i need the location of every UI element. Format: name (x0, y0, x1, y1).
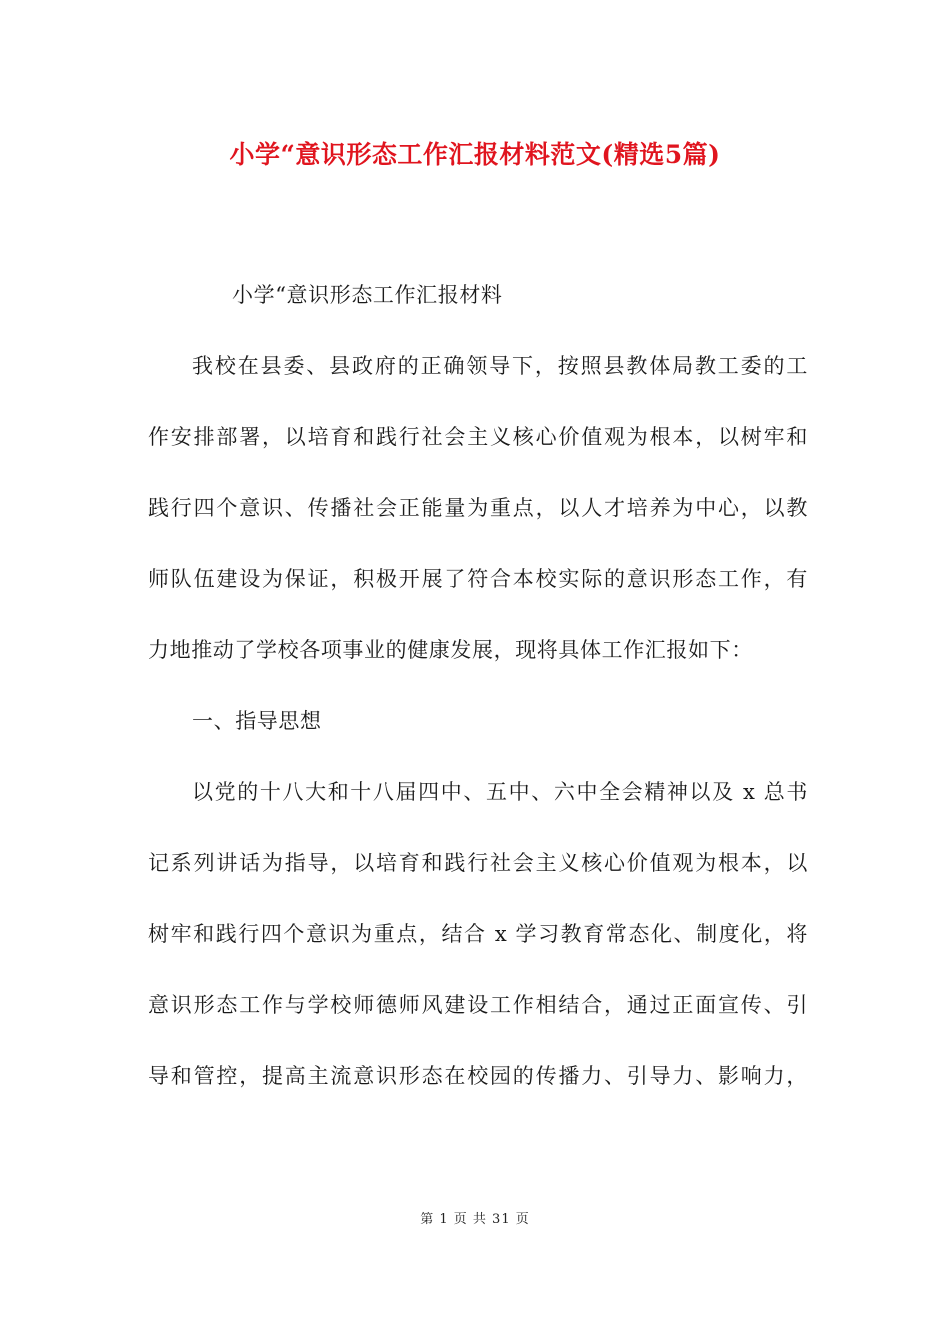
paragraph-line: 导和管控，提高主流意识形态在校园的传播力、引导力、影响力， (148, 1064, 808, 1088)
document-title: 小学“意识形态工作汇报材料范文(精选5篇) (229, 140, 721, 169)
paragraph-line: 力地推动了学校各项事业的健康发展，现将具体工作汇报如下： (148, 638, 753, 662)
page-footer: 第 1 页 共 31 页 (420, 1212, 530, 1227)
paragraph-line: 树牢和践行四个意识为重点，结合 x 学习教育常态化、制度化，将 (148, 922, 808, 946)
paragraph-1 (148, 331, 808, 686)
document-subtitle: 小学“意识形态工作汇报材料 (232, 283, 503, 307)
paragraph-line: 我校在县委、县政府的正确领导下，按照县教体局教工委的工 (192, 354, 808, 378)
paragraph-line: 意识形态工作与学校师德师风建设工作相结合，通过正面宣传、引 (148, 993, 808, 1017)
paragraph-line: 践行四个意识、传播社会正能量为重点，以人才培养为中心，以教 (148, 496, 808, 520)
paragraph-line: 记系列讲话为指导，以培育和践行社会主义核心价值观为根本，以 (148, 851, 808, 875)
paragraph-line: 以党的十八大和十八届四中、五中、六中全会精神以及 x 总书 (192, 780, 808, 804)
paragraph-line: 作安排部署，以培育和践行社会主义核心价值观为根本，以树牢和 (148, 425, 808, 449)
section-heading-1: 一、指导思想 (192, 709, 322, 733)
paragraph-line: 师队伍建设为保证，积极开展了符合本校实际的意识形态工作，有 (148, 567, 808, 591)
paragraph-2 (148, 757, 808, 1112)
